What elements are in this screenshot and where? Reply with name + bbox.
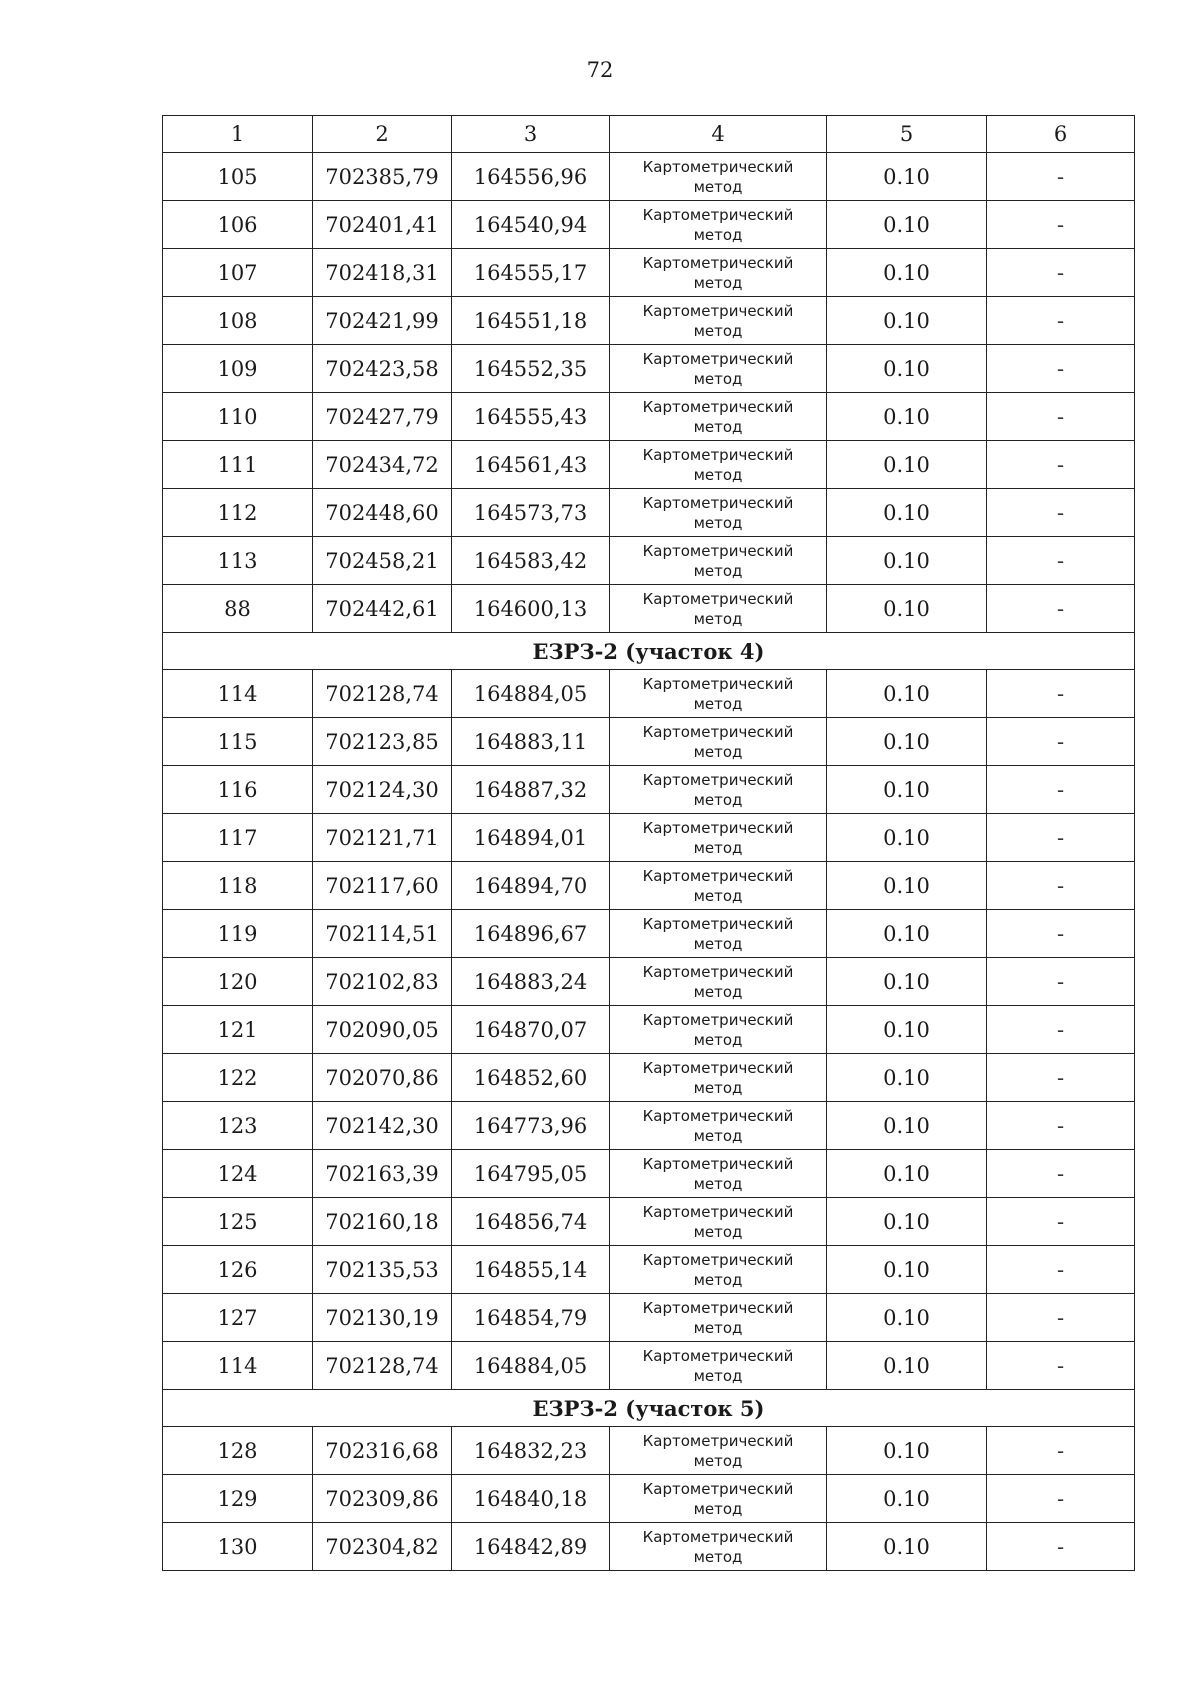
accuracy-cell: 0.10 — [827, 1006, 987, 1054]
method-text-line: метод — [693, 982, 743, 1001]
point-number-cell: 115 — [163, 718, 313, 766]
table-row — [163, 1475, 1135, 1523]
table-row — [163, 345, 1135, 393]
section-header-row — [163, 633, 1135, 670]
x-coordinate-cell: 702458,21 — [313, 537, 452, 585]
accuracy-cell: 0.10 — [827, 814, 987, 862]
method-text-line: метод — [693, 934, 743, 953]
table-row — [163, 297, 1135, 345]
method-cell — [610, 393, 827, 441]
accuracy-cell: 0.10 — [827, 862, 987, 910]
method-text-line: метод — [693, 369, 743, 388]
method-text-line: Картометрический — [642, 818, 794, 837]
accuracy-cell: 0.10 — [827, 1150, 987, 1198]
table-row — [163, 153, 1135, 201]
page-number: 72 — [586, 58, 614, 82]
point-number-cell: 114 — [163, 1342, 313, 1390]
y-coordinate-cell: 164856,74 — [452, 1198, 610, 1246]
y-coordinate-cell: 164894,01 — [452, 814, 610, 862]
table-row — [163, 1427, 1135, 1475]
method-cell — [610, 910, 827, 958]
y-coordinate-cell: 164840,18 — [452, 1475, 610, 1523]
method-text-line: метод — [693, 273, 743, 292]
note-cell: - — [987, 489, 1135, 537]
table-row — [163, 1102, 1135, 1150]
method-text-line: Картометрический — [642, 253, 794, 272]
section-title: ЕЗРЗ-2 (участок 5) — [163, 1390, 1135, 1427]
method-text-line: Картометрический — [642, 1202, 794, 1221]
method-cell — [610, 537, 827, 585]
method-text-line: метод — [693, 321, 743, 340]
point-number-cell: 120 — [163, 958, 313, 1006]
method-cell — [610, 1246, 827, 1294]
point-number-cell: 127 — [163, 1294, 313, 1342]
note-cell: - — [987, 862, 1135, 910]
method-text-line: метод — [693, 177, 743, 196]
accuracy-cell: 0.10 — [827, 441, 987, 489]
y-coordinate-cell: 164540,94 — [452, 201, 610, 249]
method-text-line: Картометрический — [642, 493, 794, 512]
accuracy-cell: 0.10 — [827, 1054, 987, 1102]
y-coordinate-cell: 164884,05 — [452, 670, 610, 718]
method-text-line: метод — [693, 417, 743, 436]
method-cell — [610, 958, 827, 1006]
header-row — [163, 116, 1135, 153]
method-cell — [610, 1475, 827, 1523]
x-coordinate-cell: 702117,60 — [313, 862, 452, 910]
y-coordinate-cell: 164583,42 — [452, 537, 610, 585]
x-coordinate-cell: 702130,19 — [313, 1294, 452, 1342]
note-cell: - — [987, 958, 1135, 1006]
point-number-cell: 110 — [163, 393, 313, 441]
accuracy-cell: 0.10 — [827, 670, 987, 718]
y-coordinate-cell: 164842,89 — [452, 1523, 610, 1571]
method-text-line: Картометрический — [642, 301, 794, 320]
table-row — [163, 1342, 1135, 1390]
x-coordinate-cell: 702163,39 — [313, 1150, 452, 1198]
method-text-line: метод — [693, 609, 743, 628]
x-coordinate-cell: 702385,79 — [313, 153, 452, 201]
method-cell — [610, 1006, 827, 1054]
method-text-line: метод — [693, 465, 743, 484]
method-text-line: метод — [693, 513, 743, 532]
note-cell: - — [987, 1246, 1135, 1294]
method-cell — [610, 153, 827, 201]
x-coordinate-cell: 702128,74 — [313, 670, 452, 718]
x-coordinate-cell: 702128,74 — [313, 1342, 452, 1390]
note-cell: - — [987, 814, 1135, 862]
y-coordinate-cell: 164556,96 — [452, 153, 610, 201]
table-row — [163, 537, 1135, 585]
table-row — [163, 1198, 1135, 1246]
point-number-cell: 88 — [163, 585, 313, 633]
accuracy-cell: 0.10 — [827, 910, 987, 958]
method-text-line: метод — [693, 225, 743, 244]
column-header: 5 — [827, 116, 987, 153]
method-cell — [610, 441, 827, 489]
method-text-line: метод — [693, 561, 743, 580]
point-number-cell: 114 — [163, 670, 313, 718]
method-cell — [610, 201, 827, 249]
point-number-cell: 116 — [163, 766, 313, 814]
note-cell: - — [987, 1523, 1135, 1571]
note-cell: - — [987, 1150, 1135, 1198]
accuracy-cell: 0.10 — [827, 718, 987, 766]
method-text-line: Картометрический — [642, 205, 794, 224]
method-cell — [610, 862, 827, 910]
y-coordinate-cell: 164855,14 — [452, 1246, 610, 1294]
table-row — [163, 585, 1135, 633]
point-number-cell: 125 — [163, 1198, 313, 1246]
accuracy-cell: 0.10 — [827, 537, 987, 585]
y-coordinate-cell: 164854,79 — [452, 1294, 610, 1342]
table-body — [163, 116, 1135, 1571]
method-text-line: Картометрический — [642, 1346, 794, 1365]
point-number-cell: 106 — [163, 201, 313, 249]
method-text-line: Картометрический — [642, 1154, 794, 1173]
x-coordinate-cell: 702160,18 — [313, 1198, 452, 1246]
y-coordinate-cell: 164852,60 — [452, 1054, 610, 1102]
method-cell — [610, 1427, 827, 1475]
method-cell — [610, 345, 827, 393]
y-coordinate-cell: 164883,24 — [452, 958, 610, 1006]
method-text-line: Картометрический — [642, 157, 794, 176]
table-row — [163, 393, 1135, 441]
method-text-line: метод — [693, 1366, 743, 1385]
point-number-cell: 130 — [163, 1523, 313, 1571]
column-header: 2 — [313, 116, 452, 153]
accuracy-cell: 0.10 — [827, 766, 987, 814]
method-text-line: Картометрический — [642, 770, 794, 789]
note-cell: - — [987, 1342, 1135, 1390]
x-coordinate-cell: 702135,53 — [313, 1246, 452, 1294]
point-number-cell: 122 — [163, 1054, 313, 1102]
x-coordinate-cell: 702316,68 — [313, 1427, 452, 1475]
section-title: ЕЗРЗ-2 (участок 4) — [163, 633, 1135, 670]
accuracy-cell: 0.10 — [827, 1294, 987, 1342]
method-text-line: метод — [693, 1174, 743, 1193]
note-cell: - — [987, 153, 1135, 201]
accuracy-cell: 0.10 — [827, 1427, 987, 1475]
point-number-cell: 107 — [163, 249, 313, 297]
method-cell — [610, 1102, 827, 1150]
table-row — [163, 670, 1135, 718]
y-coordinate-cell: 164573,73 — [452, 489, 610, 537]
x-coordinate-cell: 702427,79 — [313, 393, 452, 441]
method-text-line: метод — [693, 1451, 743, 1470]
method-cell — [610, 670, 827, 718]
coordinates-table — [162, 115, 1135, 1571]
y-coordinate-cell: 164561,43 — [452, 441, 610, 489]
note-cell: - — [987, 1198, 1135, 1246]
x-coordinate-cell: 702421,99 — [313, 297, 452, 345]
method-text-line: Картометрический — [642, 866, 794, 885]
method-cell — [610, 585, 827, 633]
method-text-line: метод — [693, 1318, 743, 1337]
table-row — [163, 1150, 1135, 1198]
note-cell: - — [987, 297, 1135, 345]
x-coordinate-cell: 702309,86 — [313, 1475, 452, 1523]
x-coordinate-cell: 702090,05 — [313, 1006, 452, 1054]
method-text-line: метод — [693, 838, 743, 857]
method-text-line: Картометрический — [642, 1010, 794, 1029]
note-cell: - — [987, 910, 1135, 958]
method-cell — [610, 1150, 827, 1198]
x-coordinate-cell: 702102,83 — [313, 958, 452, 1006]
accuracy-cell: 0.10 — [827, 1246, 987, 1294]
x-coordinate-cell: 702142,30 — [313, 1102, 452, 1150]
note-cell: - — [987, 1294, 1135, 1342]
method-text-line: метод — [693, 1270, 743, 1289]
point-number-cell: 121 — [163, 1006, 313, 1054]
point-number-cell: 129 — [163, 1475, 313, 1523]
table-row — [163, 441, 1135, 489]
point-number-cell: 117 — [163, 814, 313, 862]
section-header-row — [163, 1390, 1135, 1427]
method-text-line: Картометрический — [642, 349, 794, 368]
table-row — [163, 1294, 1135, 1342]
note-cell: - — [987, 1102, 1135, 1150]
accuracy-cell: 0.10 — [827, 1342, 987, 1390]
table-row — [163, 766, 1135, 814]
x-coordinate-cell: 702070,86 — [313, 1054, 452, 1102]
x-coordinate-cell: 702401,41 — [313, 201, 452, 249]
y-coordinate-cell: 164600,13 — [452, 585, 610, 633]
accuracy-cell: 0.10 — [827, 1475, 987, 1523]
column-header: 1 — [163, 116, 313, 153]
point-number-cell: 126 — [163, 1246, 313, 1294]
point-number-cell: 124 — [163, 1150, 313, 1198]
method-cell — [610, 1523, 827, 1571]
table-row — [163, 958, 1135, 1006]
point-number-cell: 108 — [163, 297, 313, 345]
accuracy-cell: 0.10 — [827, 393, 987, 441]
method-cell — [610, 489, 827, 537]
y-coordinate-cell: 164552,35 — [452, 345, 610, 393]
note-cell: - — [987, 585, 1135, 633]
y-coordinate-cell: 164870,07 — [452, 1006, 610, 1054]
method-cell — [610, 1342, 827, 1390]
x-coordinate-cell: 702434,72 — [313, 441, 452, 489]
y-coordinate-cell: 164883,11 — [452, 718, 610, 766]
method-text-line: метод — [693, 1030, 743, 1049]
x-coordinate-cell: 702124,30 — [313, 766, 452, 814]
method-text-line: Картометрический — [642, 1527, 794, 1546]
table-row — [163, 862, 1135, 910]
accuracy-cell: 0.10 — [827, 958, 987, 1006]
point-number-cell: 111 — [163, 441, 313, 489]
method-text-line: метод — [693, 1547, 743, 1566]
method-text-line: Картометрический — [642, 589, 794, 608]
table-row — [163, 1006, 1135, 1054]
method-cell — [610, 297, 827, 345]
accuracy-cell: 0.10 — [827, 153, 987, 201]
method-text-line: Картометрический — [642, 541, 794, 560]
point-number-cell: 128 — [163, 1427, 313, 1475]
method-text-line: Картометрический — [642, 1298, 794, 1317]
table-row — [163, 718, 1135, 766]
column-header: 6 — [987, 116, 1135, 153]
x-coordinate-cell: 702423,58 — [313, 345, 452, 393]
note-cell: - — [987, 537, 1135, 585]
note-cell: - — [987, 1006, 1135, 1054]
x-coordinate-cell: 702114,51 — [313, 910, 452, 958]
method-text-line: метод — [693, 886, 743, 905]
method-cell — [610, 766, 827, 814]
y-coordinate-cell: 164773,96 — [452, 1102, 610, 1150]
method-text-line: метод — [693, 694, 743, 713]
method-cell — [610, 718, 827, 766]
accuracy-cell: 0.10 — [827, 345, 987, 393]
accuracy-cell: 0.10 — [827, 1523, 987, 1571]
method-text-line: Картометрический — [642, 674, 794, 693]
method-text-line: Картометрический — [642, 1058, 794, 1077]
table-row — [163, 814, 1135, 862]
table-row — [163, 1523, 1135, 1571]
table-row — [163, 201, 1135, 249]
y-coordinate-cell: 164887,32 — [452, 766, 610, 814]
y-coordinate-cell: 164884,05 — [452, 1342, 610, 1390]
point-number-cell: 109 — [163, 345, 313, 393]
method-text-line: метод — [693, 742, 743, 761]
method-cell — [610, 1294, 827, 1342]
y-coordinate-cell: 164795,05 — [452, 1150, 610, 1198]
method-text-line: Картометрический — [642, 962, 794, 981]
method-text-line: Картометрический — [642, 1479, 794, 1498]
accuracy-cell: 0.10 — [827, 1102, 987, 1150]
table-row — [163, 910, 1135, 958]
method-text-line: Картометрический — [642, 1106, 794, 1125]
y-coordinate-cell: 164555,17 — [452, 249, 610, 297]
x-coordinate-cell: 702123,85 — [313, 718, 452, 766]
method-text-line: Картометрический — [642, 914, 794, 933]
x-coordinate-cell: 702448,60 — [313, 489, 452, 537]
column-header: 3 — [452, 116, 610, 153]
table-row — [163, 489, 1135, 537]
point-number-cell: 118 — [163, 862, 313, 910]
accuracy-cell: 0.10 — [827, 249, 987, 297]
column-header: 4 — [610, 116, 827, 153]
method-cell — [610, 1198, 827, 1246]
x-coordinate-cell: 702418,31 — [313, 249, 452, 297]
accuracy-cell: 0.10 — [827, 489, 987, 537]
method-text-line: Картометрический — [642, 722, 794, 741]
note-cell: - — [987, 201, 1135, 249]
method-text-line: метод — [693, 1126, 743, 1145]
x-coordinate-cell: 702304,82 — [313, 1523, 452, 1571]
method-text-line: метод — [693, 1499, 743, 1518]
y-coordinate-cell: 164551,18 — [452, 297, 610, 345]
note-cell: - — [987, 670, 1135, 718]
method-cell — [610, 814, 827, 862]
y-coordinate-cell: 164555,43 — [452, 393, 610, 441]
method-text-line: метод — [693, 1078, 743, 1097]
note-cell: - — [987, 441, 1135, 489]
y-coordinate-cell: 164896,67 — [452, 910, 610, 958]
point-number-cell: 105 — [163, 153, 313, 201]
y-coordinate-cell: 164832,23 — [452, 1427, 610, 1475]
point-number-cell: 112 — [163, 489, 313, 537]
method-text-line: метод — [693, 1222, 743, 1241]
method-cell — [610, 1054, 827, 1102]
point-number-cell: 113 — [163, 537, 313, 585]
note-cell: - — [987, 345, 1135, 393]
note-cell: - — [987, 1054, 1135, 1102]
note-cell: - — [987, 249, 1135, 297]
note-cell: - — [987, 766, 1135, 814]
accuracy-cell: 0.10 — [827, 201, 987, 249]
note-cell: - — [987, 1427, 1135, 1475]
method-text-line: метод — [693, 790, 743, 809]
method-cell — [610, 249, 827, 297]
note-cell: - — [987, 393, 1135, 441]
table-row — [163, 249, 1135, 297]
note-cell: - — [987, 718, 1135, 766]
accuracy-cell: 0.10 — [827, 1198, 987, 1246]
table-row — [163, 1246, 1135, 1294]
point-number-cell: 119 — [163, 910, 313, 958]
point-number-cell: 123 — [163, 1102, 313, 1150]
accuracy-cell: 0.10 — [827, 297, 987, 345]
method-text-line: Картометрический — [642, 1431, 794, 1450]
method-text-line: Картометрический — [642, 397, 794, 416]
accuracy-cell: 0.10 — [827, 585, 987, 633]
x-coordinate-cell: 702442,61 — [313, 585, 452, 633]
method-text-line: Картометрический — [642, 445, 794, 464]
table-row — [163, 1054, 1135, 1102]
x-coordinate-cell: 702121,71 — [313, 814, 452, 862]
note-cell: - — [987, 1475, 1135, 1523]
y-coordinate-cell: 164894,70 — [452, 862, 610, 910]
method-text-line: Картометрический — [642, 1250, 794, 1269]
